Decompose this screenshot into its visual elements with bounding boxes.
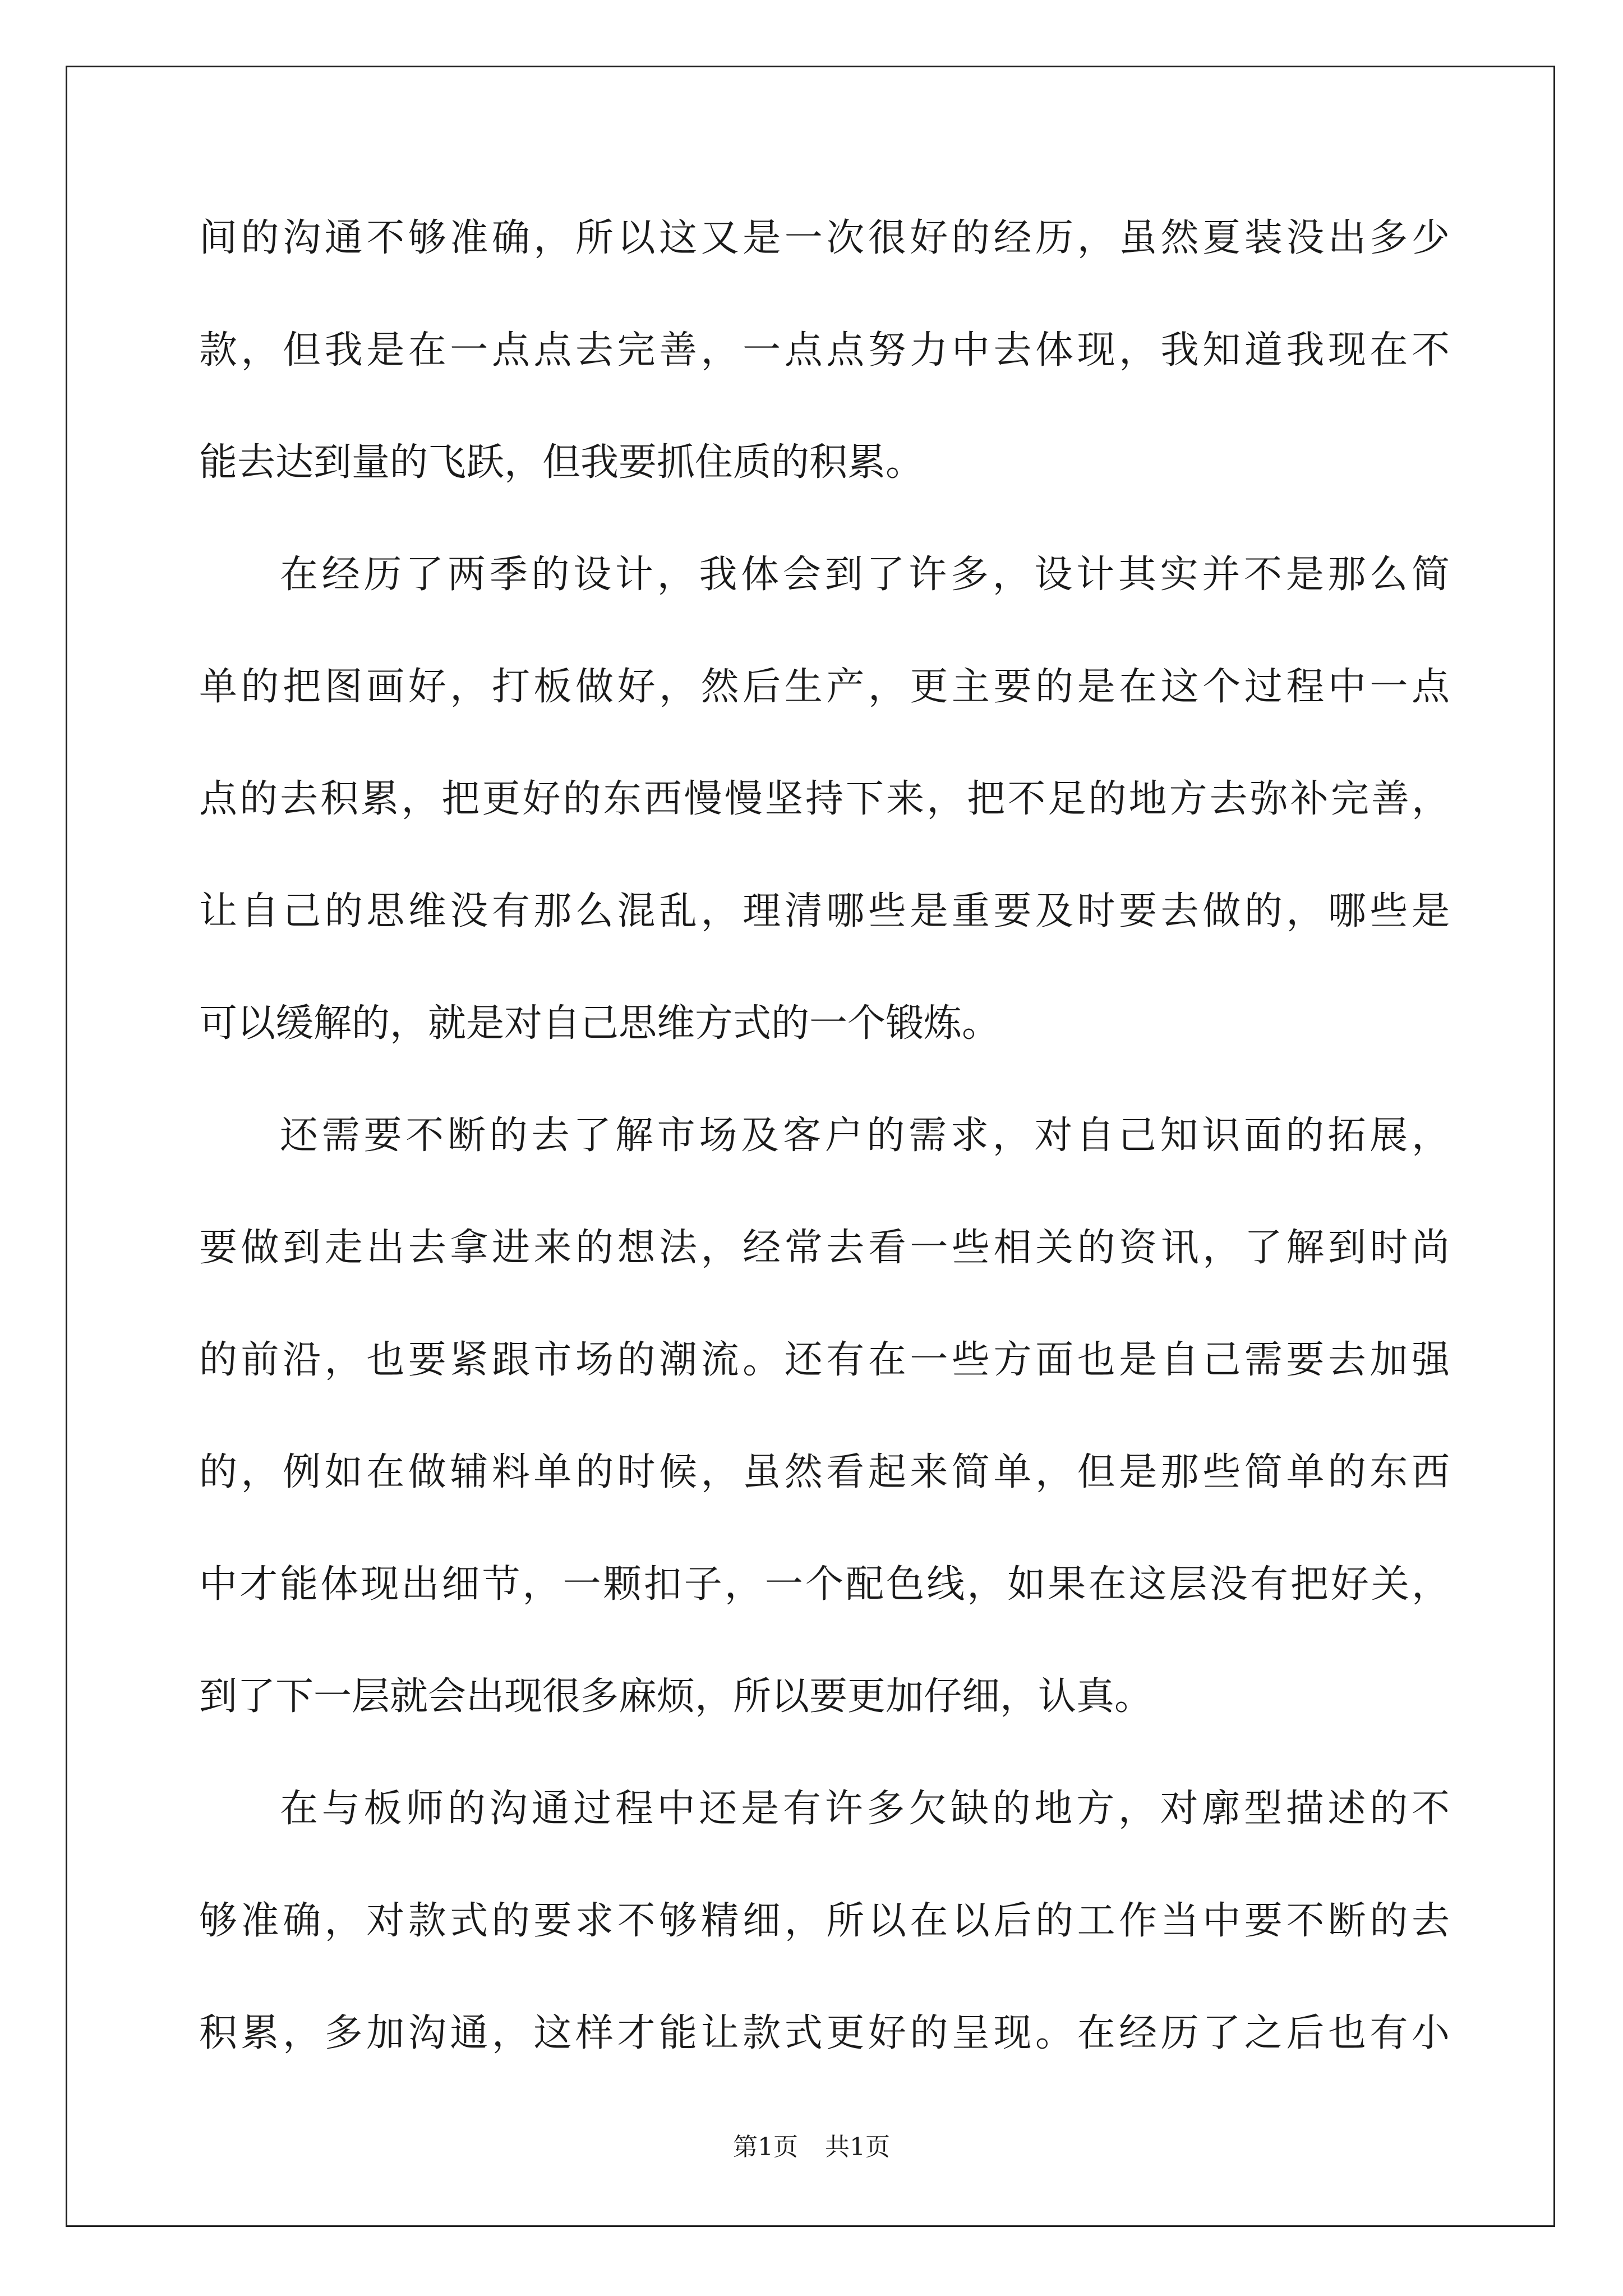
text-line: 能去达到量的飞跃，但我要抓住质的积累。 — [199, 440, 924, 485]
text-line: 的，例如在做辅料单的时候，虽然看起来简单，但是那些简单的东西 — [199, 1450, 1450, 1494]
text-line: 单的把图画好，打板做好，然后生产，更主要的是在这个过程中一点 — [199, 665, 1450, 709]
page-number: 第1页 — [733, 2133, 798, 2161]
text-line: 积累，多加沟通，这样才能让款式更好的呈现。在经历了之后也有小 — [199, 2011, 1450, 2055]
page-footer — [0, 2132, 1623, 2163]
text-line: 让自己的思维没有那么混乱，理清哪些是重要及时要去做的，哪些是 — [199, 889, 1450, 933]
text-line: 到了下一层就会出现很多麻烦，所以要更加仔细，认真。 — [199, 1674, 1153, 1719]
text-line: 间的沟通不够准确，所以这又是一次很好的经历，虽然夏装没出多少 — [199, 216, 1450, 260]
paragraph-first-line: 在与板师的沟通过程中还是有许多欠缺的地方，对廓型描述的不 — [280, 1787, 1450, 1831]
text-line: 中才能体现出细节，一颗扣子，一个配色线，如果在这层没有把好关， — [199, 1562, 1450, 1607]
page-total: 共1页 — [825, 2133, 890, 2161]
text-line: 够准确，对款式的要求不够精细，所以在以后的工作当中要不断的去 — [199, 1899, 1450, 1943]
text-line: 的前沿，也要紧跟市场的潮流。还有在一些方面也是自己需要去加强 — [199, 1338, 1450, 1382]
text-line: 要做到走出去拿进来的想法，经常去看一些相关的资讯，了解到时尚 — [199, 1226, 1450, 1270]
text-line: 款，但我是在一点点去完善，一点点努力中去体现，我知道我现在不 — [199, 328, 1450, 372]
paragraph-first-line: 在经历了两季的设计，我体会到了许多，设计其实并不是那么简 — [280, 553, 1450, 597]
text-line: 点的去积累，把更好的东西慢慢坚持下来，把不足的地方去弥补完善， — [199, 777, 1450, 821]
paragraph-first-line: 还需要不断的去了解市场及客户的需求，对自己知识面的拓展， — [280, 1114, 1450, 1158]
text-line: 可以缓解的，就是对自己思维方式的一个锻炼。 — [199, 1001, 1000, 1046]
